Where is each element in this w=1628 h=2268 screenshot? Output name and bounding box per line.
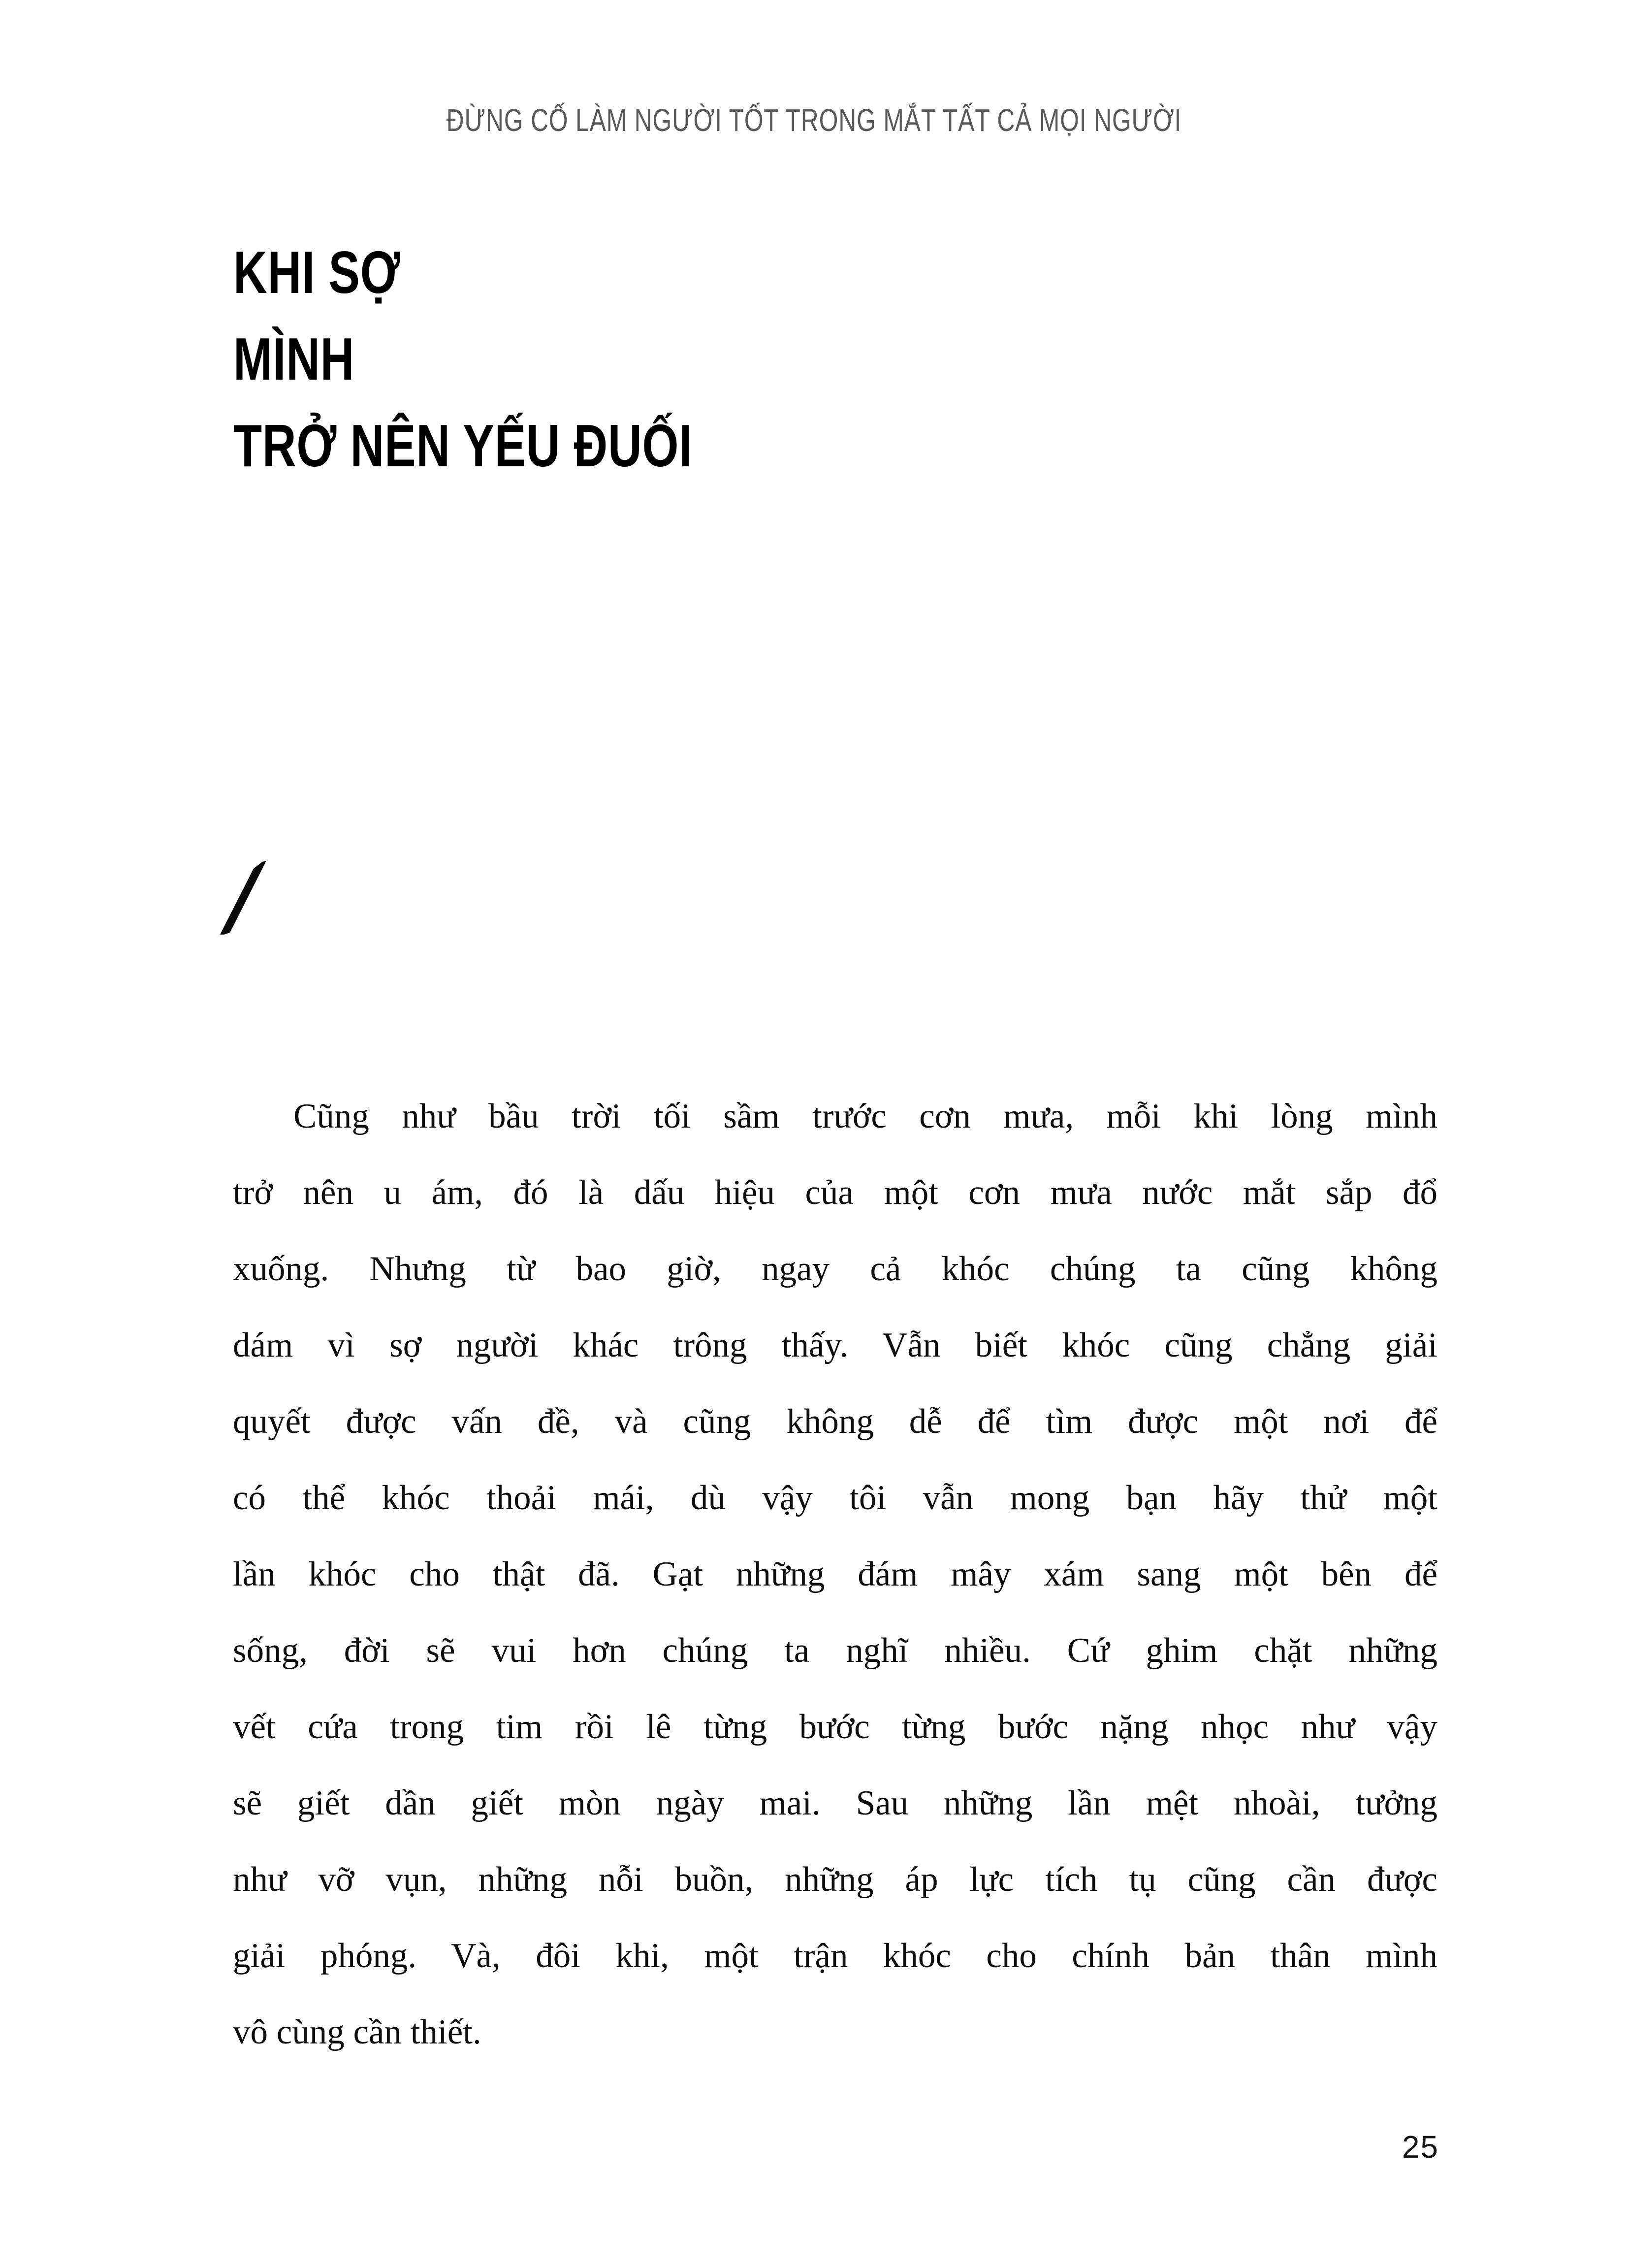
- paragraph-line: xuống. Nhưng từ bao giờ, ngay cả khóc chúng ta cũng không: [233, 1250, 1437, 1288]
- body-paragraph: [233, 1078, 1437, 2071]
- chapter-title-line-2: [233, 316, 822, 402]
- paragraph-line: sống, đời sẽ vui hơn chúng ta nghĩ nhiều. Cứ ghim chặt những: [233, 1631, 1437, 1670]
- running-head: [0, 104, 1628, 136]
- paragraph-line: trở nên u ám, đó là dấu hiệu của một cơn mưa nước mắt sắp đổ: [233, 1173, 1437, 1212]
- page-number: 25: [1402, 2129, 1439, 2165]
- paragraph-line: giải phóng. Và, đôi khi, một trận khóc cho chính bản thân mình: [233, 1937, 1437, 1975]
- chapter-title-line-2-text: MÌNH: [233, 325, 355, 392]
- chapter-title-line-3-text: TRỞ NÊN YẾU ĐUỐI: [233, 412, 693, 479]
- paragraph-line: như vỡ vụn, những nỗi buồn, những áp lực tích tụ cũng cần được: [233, 1860, 1437, 1899]
- paragraph-line: Cũng như bầu trời tối sầm trước cơn mưa, mỗi khi lòng mình: [293, 1097, 1437, 1135]
- paragraph-line: lần khóc cho thật đã. Gạt những đám mây xám sang một bên để: [233, 1555, 1437, 1593]
- running-head-text: ĐỪNG CỐ LÀM NGƯỜI TỐT TRONG MẮT TẤT CẢ MỌI NGƯỜI: [446, 102, 1182, 138]
- paragraph-line: vết cứa trong tim rồi lê từng bước từng bước nặng nhọc như vậy: [233, 1708, 1437, 1746]
- paragraph-line: dám vì sợ người khác trông thấy. Vẫn biết khóc cũng chẳng giải: [233, 1326, 1437, 1364]
- paragraph-line: sẽ giết dần giết mòn ngày mai. Sau những lần mệt nhoài, tưởng: [233, 1784, 1437, 1822]
- slash-mark-icon: [219, 861, 266, 935]
- paragraph-line: quyết được vấn đề, và cũng không dễ để tìm được một nơi để: [233, 1402, 1437, 1441]
- chapter-title-line-1-text: KHI SỢ: [233, 239, 401, 306]
- chapter-title-line-1: [233, 229, 822, 316]
- chapter-title-line-3: [233, 402, 822, 489]
- paragraph-line: có thể khóc thoải mái, dù vậy tôi vẫn mong bạn hãy thử một: [233, 1479, 1437, 1517]
- chapter-title: [233, 229, 822, 489]
- paragraph-line: vô cùng cần thiết.: [233, 2013, 481, 2051]
